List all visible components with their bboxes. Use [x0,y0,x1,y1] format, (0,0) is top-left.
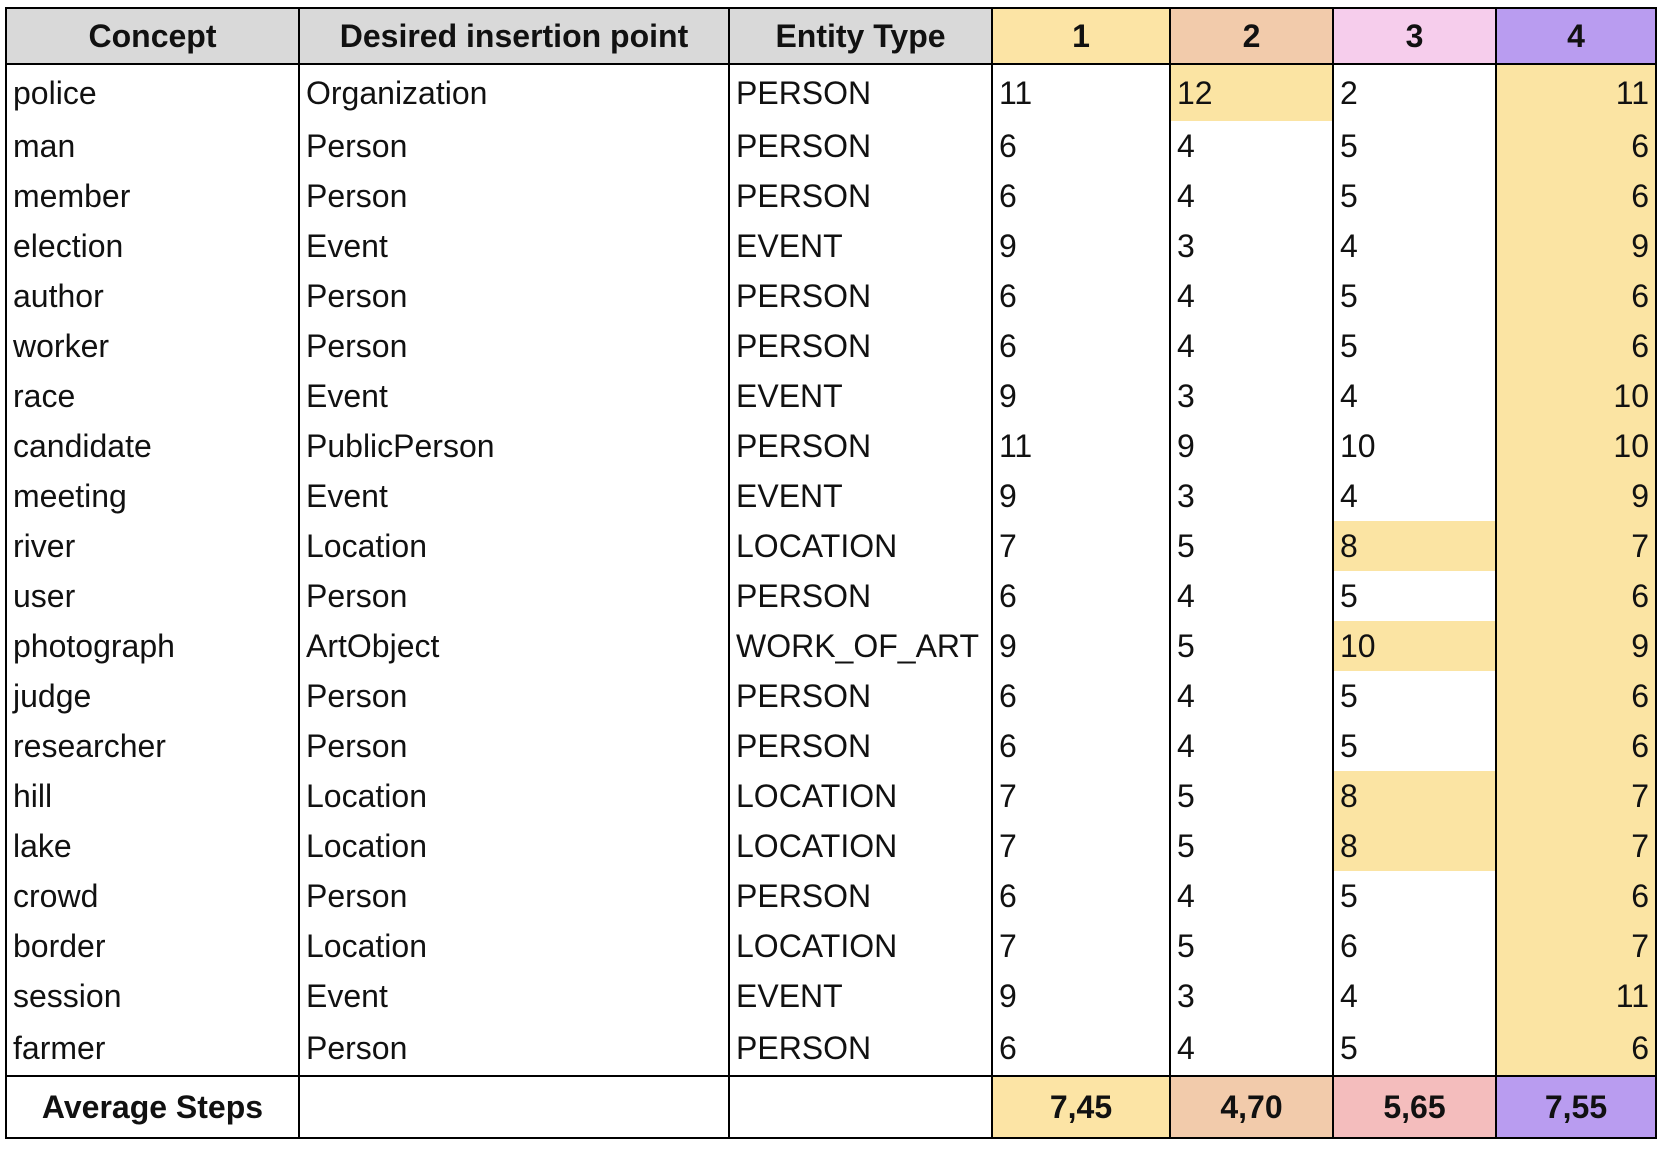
concept-cell: lake [6,821,299,871]
concept-cell: session [6,971,299,1021]
entity-type-cell: LOCATION [729,771,992,821]
value-col-1: 6 [992,671,1170,721]
average-col-2: 4,70 [1170,1076,1333,1138]
value-col-1: 7 [992,921,1170,971]
value-col-3: 4 [1333,471,1496,521]
table-row [6,64,1656,121]
entity-type-cell: EVENT [729,221,992,271]
value-col-2: 3 [1170,471,1333,521]
value-col-1: 6 [992,721,1170,771]
table-row [6,771,1656,821]
entity-type-cell: EVENT [729,371,992,421]
value-col-1: 6 [992,1021,1170,1076]
entity-type-cell: PERSON [729,421,992,471]
entity-type-cell: PERSON [729,1021,992,1076]
concept-cell: border [6,921,299,971]
value-col-2: 4 [1170,321,1333,371]
value-col-2: 4 [1170,171,1333,221]
entity-type-cell: PERSON [729,721,992,771]
value-col-3: 5 [1333,571,1496,621]
value-col-3: 5 [1333,871,1496,921]
table-row [6,221,1656,271]
value-col-3: 5 [1333,321,1496,371]
concept-cell: man [6,121,299,171]
footer-entity [729,1076,992,1138]
value-col-2: 4 [1170,1021,1333,1076]
concept-cell: meeting [6,471,299,521]
value-col-4: 6 [1496,171,1656,221]
table-row [6,721,1656,771]
value-col-2: 3 [1170,971,1333,1021]
concept-cell: photograph [6,621,299,671]
value-col-3: 10 [1333,621,1496,671]
value-col-4: 11 [1496,971,1656,1021]
concept-cell: river [6,521,299,571]
value-col-1: 6 [992,321,1170,371]
value-col-1: 7 [992,771,1170,821]
insertion-point-cell: PublicPerson [299,421,729,471]
concept-cell: researcher [6,721,299,771]
value-col-3: 4 [1333,221,1496,271]
value-col-4: 7 [1496,771,1656,821]
value-col-3: 5 [1333,121,1496,171]
value-col-4: 9 [1496,221,1656,271]
value-col-2: 5 [1170,821,1333,871]
table-row [6,821,1656,871]
average-col-3: 5,65 [1333,1076,1496,1138]
value-col-4: 9 [1496,621,1656,671]
value-col-3: 4 [1333,971,1496,1021]
value-col-3: 4 [1333,371,1496,421]
insertion-point-cell: Event [299,221,729,271]
concept-cell: election [6,221,299,271]
concept-cell: farmer [6,1021,299,1076]
header-col-3: 3 [1333,8,1496,64]
value-col-2: 5 [1170,921,1333,971]
insertion-point-cell: Location [299,821,729,871]
insertion-point-cell: Event [299,471,729,521]
insertion-point-cell: Location [299,921,729,971]
results-table [5,7,1657,1139]
footer-label: Average Steps [6,1076,299,1138]
table-row [6,371,1656,421]
header-concept: Concept [6,8,299,64]
entity-type-cell: PERSON [729,321,992,371]
value-col-3: 8 [1333,771,1496,821]
footer-row [6,1076,1656,1138]
value-col-3: 10 [1333,421,1496,471]
insertion-point-cell: Person [299,321,729,371]
entity-type-cell: PERSON [729,271,992,321]
insertion-point-cell: Event [299,371,729,421]
value-col-2: 4 [1170,871,1333,921]
value-col-3: 8 [1333,821,1496,871]
average-col-1: 7,45 [992,1076,1170,1138]
insertion-point-cell: Location [299,771,729,821]
entity-type-cell: LOCATION [729,521,992,571]
table-row [6,171,1656,221]
value-col-2: 12 [1170,64,1333,121]
insertion-point-cell: Person [299,1021,729,1076]
value-col-1: 9 [992,371,1170,421]
entity-type-cell: PERSON [729,871,992,921]
value-col-3: 6 [1333,921,1496,971]
insertion-point-cell: Location [299,521,729,571]
table-row [6,621,1656,671]
value-col-2: 5 [1170,771,1333,821]
entity-type-cell: LOCATION [729,921,992,971]
header-entity-type: Entity Type [729,8,992,64]
insertion-point-cell: Event [299,971,729,1021]
value-col-4: 9 [1496,471,1656,521]
value-col-4: 6 [1496,671,1656,721]
value-col-1: 9 [992,621,1170,671]
concept-cell: user [6,571,299,621]
value-col-3: 8 [1333,521,1496,571]
entity-type-cell: WORK_OF_ART [729,621,992,671]
insertion-point-cell: ArtObject [299,621,729,671]
value-col-1: 9 [992,221,1170,271]
table-row [6,271,1656,321]
value-col-3: 5 [1333,1021,1496,1076]
value-col-4: 6 [1496,571,1656,621]
concept-cell: author [6,271,299,321]
insertion-point-cell: Person [299,671,729,721]
footer-insertion [299,1076,729,1138]
insertion-point-cell: Person [299,121,729,171]
value-col-4: 6 [1496,271,1656,321]
value-col-4: 10 [1496,371,1656,421]
entity-type-cell: PERSON [729,121,992,171]
table-row [6,921,1656,971]
value-col-1: 7 [992,821,1170,871]
table-row [6,471,1656,521]
entity-type-cell: EVENT [729,471,992,521]
insertion-point-cell: Person [299,271,729,321]
value-col-3: 2 [1333,64,1496,121]
table-row [6,871,1656,921]
table-body [6,64,1656,1076]
value-col-4: 6 [1496,321,1656,371]
table-row [6,1021,1656,1076]
value-col-4: 6 [1496,721,1656,771]
table-row [6,521,1656,571]
value-col-3: 5 [1333,671,1496,721]
value-col-1: 6 [992,271,1170,321]
insertion-point-cell: Person [299,171,729,221]
table-row [6,121,1656,171]
value-col-2: 9 [1170,421,1333,471]
value-col-4: 6 [1496,871,1656,921]
value-col-3: 5 [1333,721,1496,771]
header-col-2: 2 [1170,8,1333,64]
average-col-4: 7,55 [1496,1076,1656,1138]
value-col-2: 5 [1170,621,1333,671]
insertion-point-cell: Person [299,571,729,621]
value-col-3: 5 [1333,271,1496,321]
entity-type-cell: LOCATION [729,821,992,871]
entity-type-cell: EVENT [729,971,992,1021]
entity-type-cell: PERSON [729,671,992,721]
table-row [6,571,1656,621]
value-col-4: 7 [1496,521,1656,571]
value-col-1: 6 [992,171,1170,221]
value-col-4: 7 [1496,821,1656,871]
insertion-point-cell: Person [299,721,729,771]
value-col-1: 9 [992,471,1170,521]
entity-type-cell: PERSON [729,64,992,121]
value-col-2: 3 [1170,371,1333,421]
table-row [6,421,1656,471]
header-col-4: 4 [1496,8,1656,64]
insertion-point-cell: Organization [299,64,729,121]
value-col-1: 11 [992,421,1170,471]
value-col-2: 4 [1170,121,1333,171]
header-desired-insertion-point: Desired insertion point [299,8,729,64]
entity-type-cell: PERSON [729,571,992,621]
value-col-2: 4 [1170,721,1333,771]
value-col-1: 6 [992,871,1170,921]
value-col-2: 3 [1170,221,1333,271]
insertion-point-cell: Person [299,871,729,921]
value-col-4: 10 [1496,421,1656,471]
value-col-2: 4 [1170,671,1333,721]
concept-cell: candidate [6,421,299,471]
concept-cell: member [6,171,299,221]
table-row [6,321,1656,371]
concept-cell: worker [6,321,299,371]
value-col-4: 7 [1496,921,1656,971]
concept-cell: police [6,64,299,121]
concept-cell: crowd [6,871,299,921]
concept-cell: hill [6,771,299,821]
value-col-4: 11 [1496,64,1656,121]
value-col-1: 7 [992,521,1170,571]
concept-cell: race [6,371,299,421]
header-row [6,8,1656,64]
entity-type-cell: PERSON [729,171,992,221]
value-col-1: 6 [992,571,1170,621]
value-col-4: 6 [1496,1021,1656,1076]
value-col-2: 4 [1170,571,1333,621]
header-col-1: 1 [992,8,1170,64]
value-col-1: 9 [992,971,1170,1021]
value-col-2: 5 [1170,521,1333,571]
table-row [6,971,1656,1021]
table-row [6,671,1656,721]
value-col-4: 6 [1496,121,1656,171]
value-col-2: 4 [1170,271,1333,321]
concept-cell: judge [6,671,299,721]
value-col-3: 5 [1333,171,1496,221]
value-col-1: 6 [992,121,1170,171]
value-col-1: 11 [992,64,1170,121]
